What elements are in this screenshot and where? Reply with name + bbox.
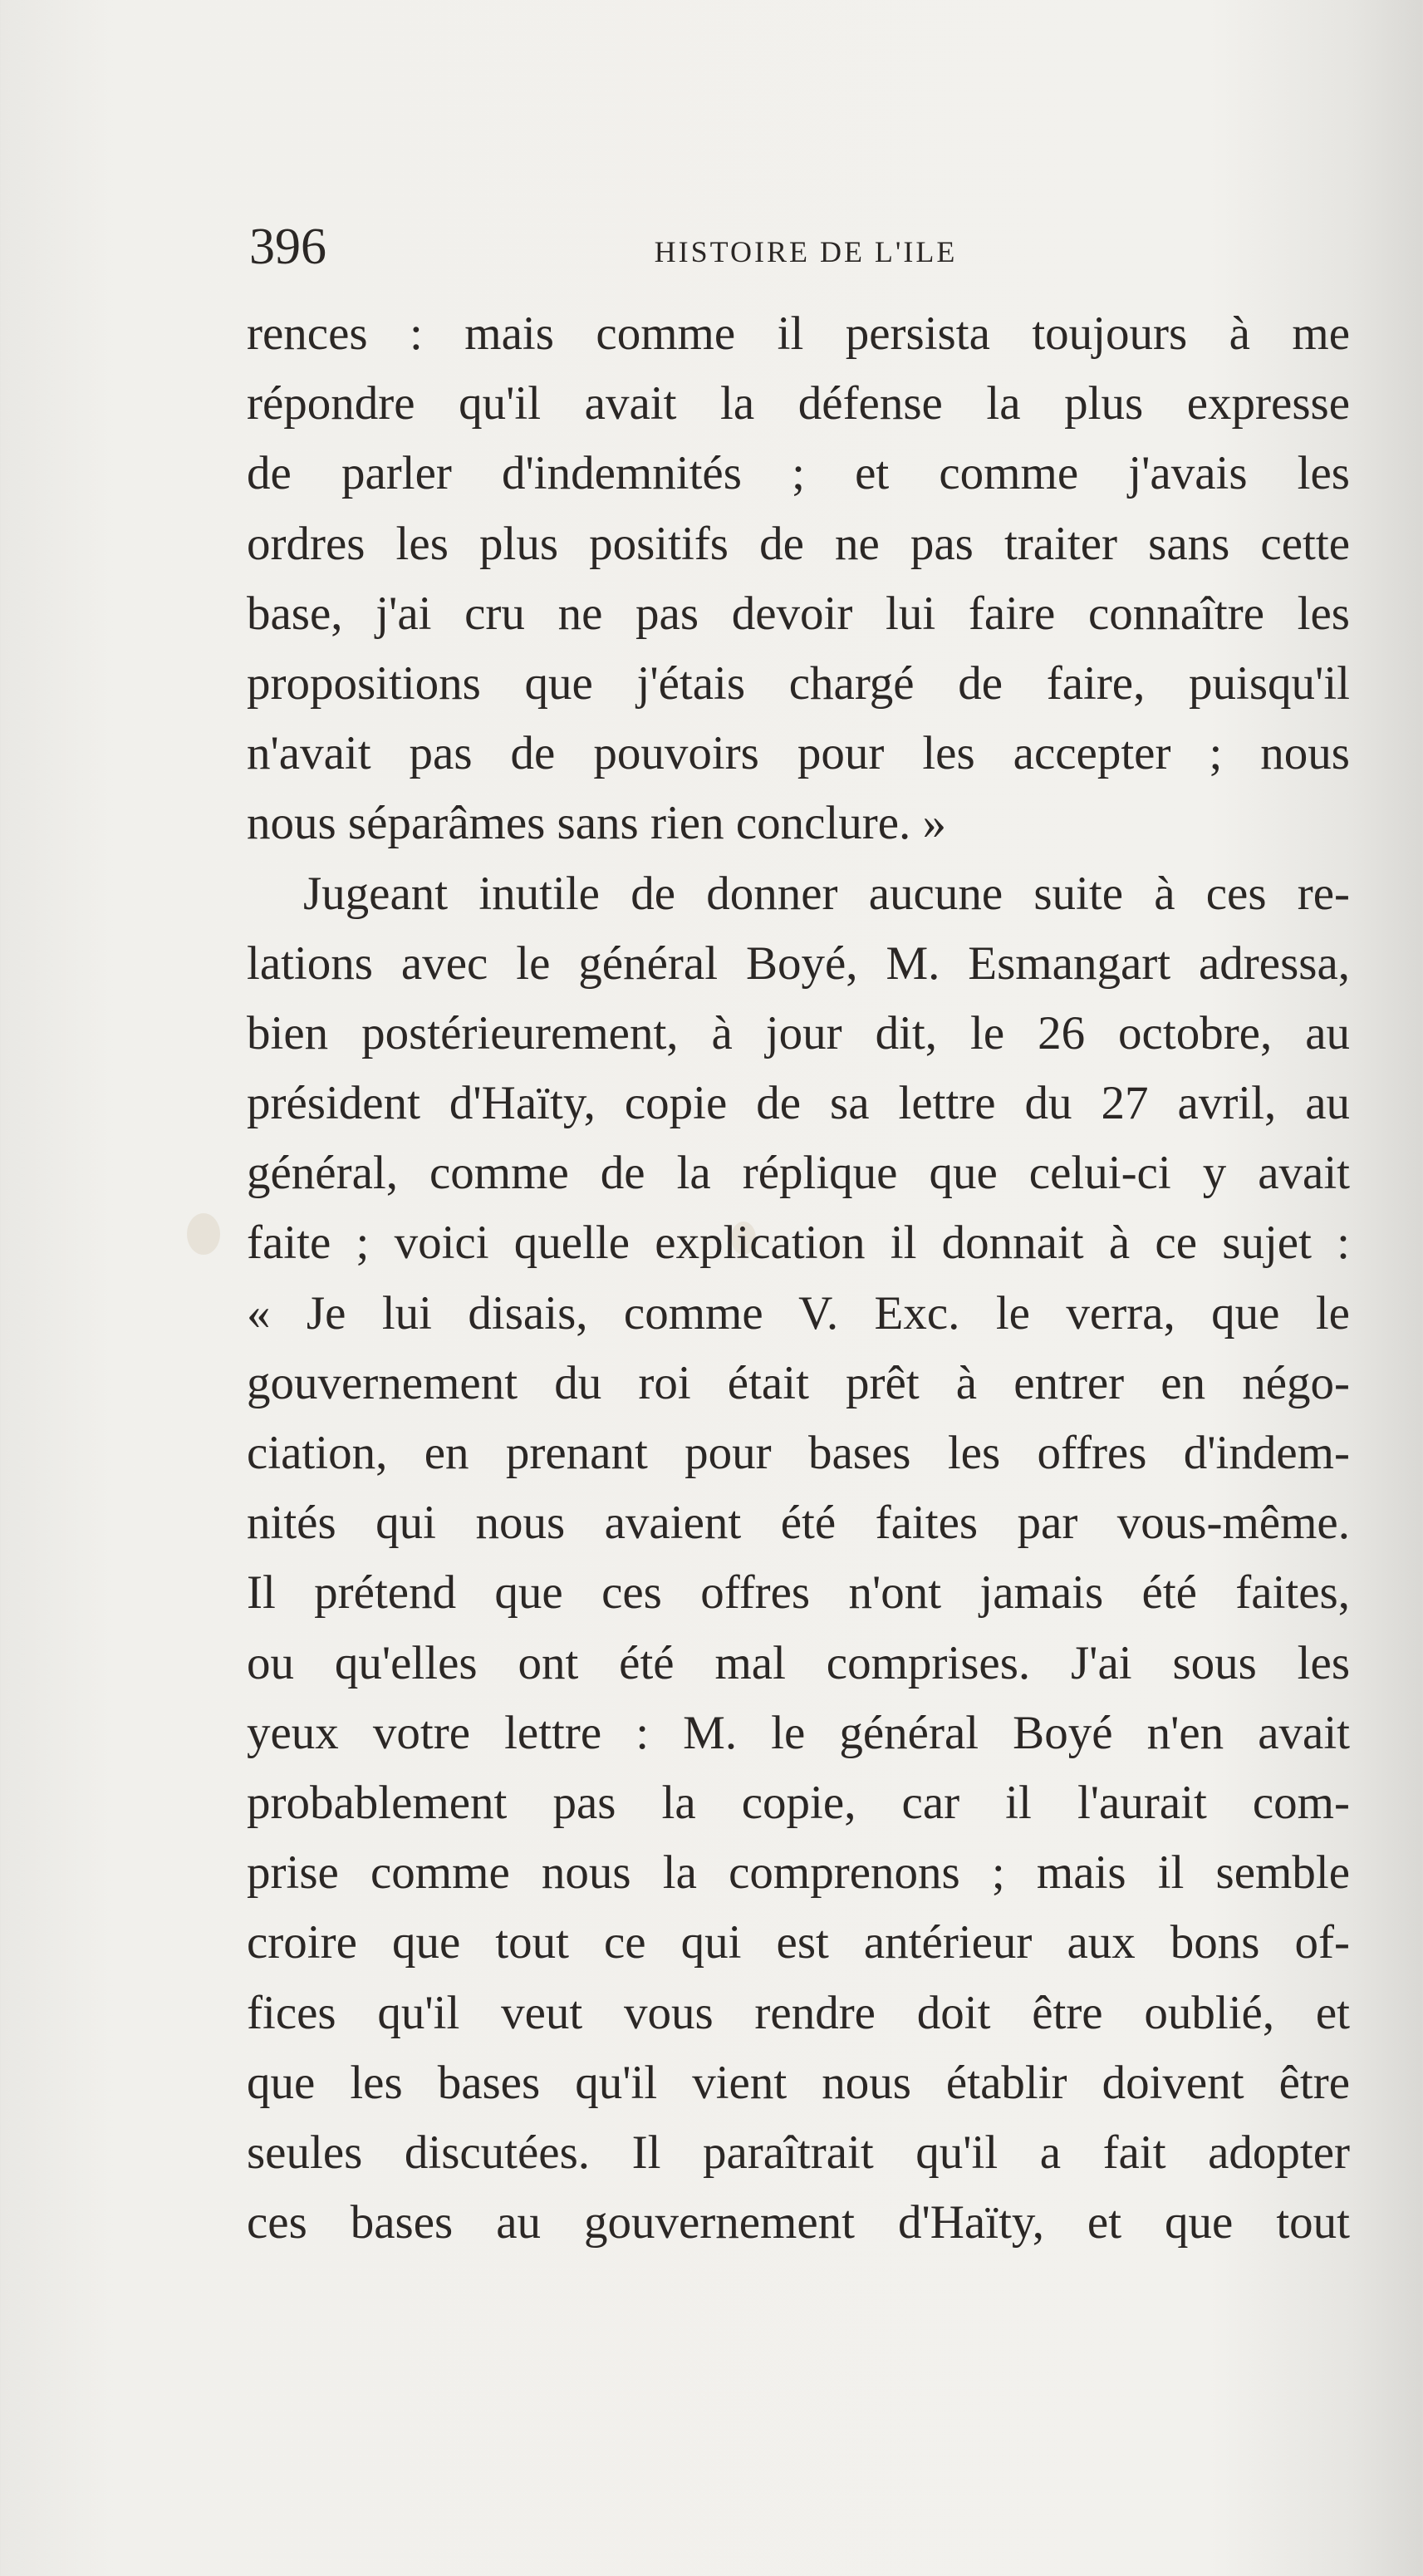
text-line: probablement pas la copie, car il l'aurait com- xyxy=(247,1776,1350,1829)
text-line: ordres les plus positifs de ne pas traiter sans cette xyxy=(247,517,1350,570)
text-line: rences : mais comme il persista toujours à me xyxy=(247,307,1350,360)
text-line: lations avec le général Boyé, M. Esmangart adressa, xyxy=(247,937,1350,990)
text-line: gouvernement du roi était prêt à entrer en négo- xyxy=(247,1356,1350,1409)
paper-stain xyxy=(187,1213,220,1255)
text-line: faite ; voici quelle explication il donnait à ce sujet : xyxy=(247,1217,1350,1270)
text-line: nités qui nous avaient été faites par vous-même. xyxy=(247,1497,1350,1550)
text-line: que les bases qu'il vient nous établir doivent être xyxy=(247,2056,1350,2109)
text-line: seules discutées. Il paraîtrait qu'il a fait adopter xyxy=(247,2126,1350,2179)
text-line: président d'Haïty, copie de sa lettre du 27 avril, au xyxy=(247,1077,1350,1130)
text-line: de parler d'indemnités ; et comme j'avais les xyxy=(247,447,1350,500)
running-title: HISTOIRE DE L'ILE xyxy=(654,235,958,268)
text-line: ciation, en prenant pour bases les offres d'indem- xyxy=(247,1427,1350,1479)
text-line: « Je lui disais, comme V. Exc. le verra, que le xyxy=(247,1286,1350,1340)
text-line: n'avait pas de pouvoirs pour les accepter ; nous xyxy=(247,727,1350,780)
text-line: répondre qu'il avait la défense la plus expresse xyxy=(247,377,1350,430)
text-line: ou qu'elles ont été mal comprises. J'ai sous les xyxy=(247,1636,1350,1689)
page-number: 396 xyxy=(249,219,326,275)
text-line: propositions que j'étais chargé de faire, puisqu'il xyxy=(247,656,1350,710)
text-line: fices qu'il veut vous rendre doit être oublié, et xyxy=(247,1986,1350,2039)
text-line: Il prétend que ces offres n'ont jamais été faites, xyxy=(247,1566,1350,1620)
body-text xyxy=(247,299,1350,2258)
text-line: nous séparâmes sans rien conclure. » xyxy=(247,797,947,850)
text-line: base, j'ai cru ne pas devoir lui faire connaître les xyxy=(247,587,1350,640)
text-line: Jugeant inutile de donner aucune suite à ces re- xyxy=(303,867,1350,920)
text-line: prise comme nous la comprenons ; mais il semble xyxy=(247,1846,1350,1900)
text-line: général, comme de la réplique que celui-ci y avait xyxy=(247,1147,1350,1200)
text-line: yeux votre lettre : M. le général Boyé n'en avait xyxy=(247,1706,1350,1759)
text-line: bien postérieurement, à jour dit, le 26 octobre, au xyxy=(247,1006,1350,1059)
text-line: croire que tout ce qui est antérieur aux bons of- xyxy=(247,1916,1350,1969)
text-line: ces bases au gouvernement d'Haïty, et que tout xyxy=(247,2196,1350,2249)
